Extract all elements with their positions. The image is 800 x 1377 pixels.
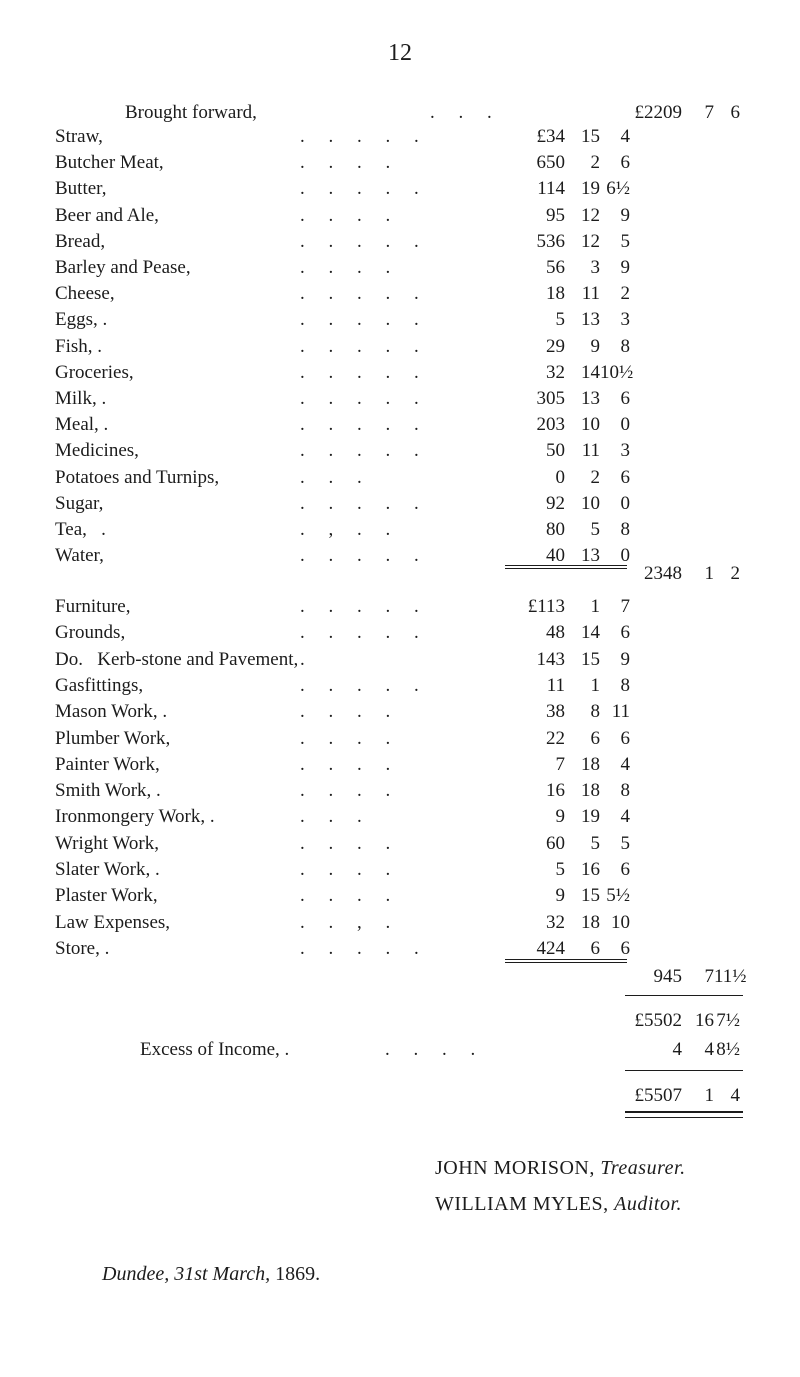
ledger-row xyxy=(0,673,800,699)
shillings: 15 xyxy=(581,126,600,147)
shillings: 7 xyxy=(704,102,714,123)
pence: 8 xyxy=(620,519,630,540)
pence: 10½ xyxy=(600,361,634,383)
grand-total-row xyxy=(0,1083,800,1109)
shillings: 12 xyxy=(581,204,600,226)
ledger-row xyxy=(0,150,800,176)
shillings: 8 xyxy=(590,701,600,723)
pounds: 5 xyxy=(555,309,565,331)
pounds: 56 xyxy=(546,257,565,278)
leader-dots: . . . . xyxy=(300,257,391,278)
ledger-row xyxy=(0,124,800,150)
leader-dots: . . . . . xyxy=(300,622,419,644)
pounds: 38 xyxy=(546,701,565,723)
pounds: £113 xyxy=(527,596,565,617)
ledger-row xyxy=(0,176,800,202)
works-total-row xyxy=(0,964,800,990)
pence: 9 xyxy=(620,204,630,226)
signatory-name: WILLIAM MYLES, xyxy=(435,1193,609,1215)
shillings: 13 xyxy=(581,545,600,567)
leader-dots: . . . . . xyxy=(300,309,419,331)
pounds: 32 xyxy=(546,911,565,933)
pounds: 143 xyxy=(536,648,565,670)
row-label: Tea, . xyxy=(55,519,106,540)
pounds: 305 xyxy=(536,388,565,409)
shillings: 9 xyxy=(590,335,600,357)
row-label: Sugar, xyxy=(55,492,104,514)
ledger-row xyxy=(0,883,800,909)
row-label: Store, . xyxy=(55,937,110,959)
pounds: £5507 xyxy=(634,1085,682,1106)
ledger-row xyxy=(0,857,800,883)
ledger-row xyxy=(0,804,800,830)
pence: 6 xyxy=(620,622,630,644)
shillings: 2 xyxy=(590,466,600,488)
pounds: £5502 xyxy=(634,1010,682,1031)
leader-dots: . . . . xyxy=(300,885,391,907)
pounds: 114 xyxy=(537,178,565,200)
pounds: 5 xyxy=(555,859,565,880)
leader-dots: . , . . xyxy=(300,519,391,540)
shillings: 1 xyxy=(704,563,714,584)
pounds: 16 xyxy=(546,780,565,802)
pence: 4 xyxy=(620,806,630,828)
ledger-row xyxy=(0,936,800,962)
ledger-row xyxy=(0,438,800,464)
leader-dots: . . . . . xyxy=(300,545,419,567)
row-label: Furniture, xyxy=(55,596,131,617)
pounds: 40 xyxy=(546,545,565,567)
shillings: 3 xyxy=(590,257,600,278)
leader-dots: . . . . . xyxy=(300,178,419,200)
row-label: Barley and Pease, xyxy=(55,257,191,278)
pence: 9 xyxy=(620,257,630,278)
ledger-row xyxy=(0,412,800,438)
row-label: Gasfittings, xyxy=(55,674,144,696)
row-label: Bread, xyxy=(55,230,106,252)
shillings: 14 xyxy=(581,361,600,383)
pence: 4 xyxy=(620,126,630,147)
shillings: 18 xyxy=(581,753,600,775)
shillings: 4 xyxy=(704,1039,714,1060)
leader-dots: . xyxy=(300,648,305,670)
pence: 4 xyxy=(620,753,630,775)
pence: 7½ xyxy=(716,1010,740,1031)
shillings: 6 xyxy=(590,727,600,749)
pounds: 80 xyxy=(546,519,565,540)
leader-dots: . . . . xyxy=(300,727,391,749)
row-label: Plumber Work, xyxy=(55,727,171,749)
pounds: 32 xyxy=(546,361,565,383)
shillings: 10 xyxy=(581,492,600,514)
sum-rule xyxy=(625,995,743,996)
pence: 8½ xyxy=(716,1039,740,1060)
leader-dots: . . , . xyxy=(300,911,391,933)
pounds: 4 xyxy=(672,1039,682,1060)
ledger-row xyxy=(0,307,800,333)
ledger-row xyxy=(0,229,800,255)
leader-dots: . . . . . xyxy=(300,937,419,959)
pence: 8 xyxy=(620,674,630,696)
leader-dots: . . . xyxy=(300,466,362,488)
pounds: £34 xyxy=(536,126,565,147)
row-label: Straw, xyxy=(55,126,103,147)
pounds: 60 xyxy=(546,832,565,854)
date-year: 1869. xyxy=(275,1263,321,1285)
leader-dots: . . . . xyxy=(300,780,391,802)
shillings: 12 xyxy=(581,230,600,252)
shillings: 18 xyxy=(581,911,600,933)
pence: 9 xyxy=(620,648,630,670)
pence: 6 xyxy=(620,388,630,409)
provisions-total-row xyxy=(0,561,800,587)
row-label: Medicines, xyxy=(55,440,139,462)
sum-rule xyxy=(625,1070,743,1071)
ledger-row xyxy=(0,491,800,517)
shillings: 2 xyxy=(590,152,600,174)
pounds: 50 xyxy=(546,440,565,462)
pounds: 2348 xyxy=(644,563,682,584)
leader-dots: . . . . xyxy=(385,1039,476,1060)
row-label: Law Expenses, xyxy=(55,911,171,933)
shillings: 15 xyxy=(581,648,600,670)
pence: 3 xyxy=(620,440,630,462)
ledger-row xyxy=(0,831,800,857)
leader-dots: . . . . . xyxy=(300,361,419,383)
pence: 11 xyxy=(611,701,630,723)
shillings: 7 xyxy=(704,966,714,987)
row-label: Potatoes and Turnips, xyxy=(55,466,220,488)
shillings: 15 xyxy=(581,885,600,907)
leader-dots: . . . xyxy=(300,806,362,828)
ledger-row xyxy=(0,465,800,491)
pounds: 9 xyxy=(555,885,565,907)
excess-income-row xyxy=(0,1037,800,1063)
pounds: 945 xyxy=(653,966,682,987)
shillings: 10 xyxy=(581,414,600,436)
ledger-row xyxy=(0,752,800,778)
pence: 11½ xyxy=(714,966,747,987)
row-label: Butter, xyxy=(55,178,107,200)
leader-dots: . . . . . xyxy=(300,230,419,252)
pounds: £2209 xyxy=(634,102,682,123)
pence: 5 xyxy=(620,230,630,252)
pence: 0 xyxy=(620,414,630,436)
leader-dots: . . . . xyxy=(300,204,391,226)
shillings: 1 xyxy=(590,596,600,617)
row-label: Meal, . xyxy=(55,414,109,436)
row-label: Ironmongery Work, . xyxy=(55,806,215,828)
subtotal-row xyxy=(0,1008,800,1034)
shillings: 13 xyxy=(581,309,600,331)
subtotal-rule xyxy=(505,959,627,960)
leader-dots: . . . . xyxy=(300,753,391,775)
shillings: 16 xyxy=(695,1010,714,1031)
pounds: 22 xyxy=(546,727,565,749)
row-label: Smith Work, . xyxy=(55,780,161,802)
row-label: Groceries, xyxy=(55,361,134,383)
leader-dots: . . . . . xyxy=(300,596,419,617)
leader-dots: . . . . xyxy=(300,859,391,880)
pence: 5½ xyxy=(606,885,630,907)
row-label: Cheese, xyxy=(55,283,115,305)
signatory-role: Auditor. xyxy=(614,1193,683,1215)
shillings: 19 xyxy=(581,178,600,200)
pence: 5 xyxy=(620,832,630,854)
row-label: Milk, . xyxy=(55,388,107,409)
row-label: Plaster Work, xyxy=(55,885,158,907)
row-label: Excess of Income, . xyxy=(140,1039,290,1060)
ledger-row xyxy=(0,910,800,936)
pounds: 9 xyxy=(555,806,565,828)
pence: 6 xyxy=(620,466,630,488)
pence: 8 xyxy=(620,335,630,357)
pounds: 0 xyxy=(555,466,565,488)
pounds: 92 xyxy=(546,492,565,514)
pence: 7 xyxy=(620,596,630,617)
shillings: 19 xyxy=(581,806,600,828)
shillings: 11 xyxy=(581,283,600,305)
subtotal-rule xyxy=(505,962,627,963)
row-label: Mason Work, . xyxy=(55,701,168,723)
pounds: 48 xyxy=(546,622,565,644)
shillings: 14 xyxy=(581,622,600,644)
pence: 2 xyxy=(730,563,740,584)
leader-dots: . . . . . xyxy=(300,388,419,409)
pence: 4 xyxy=(730,1085,740,1106)
shillings: 13 xyxy=(581,388,600,409)
ledger-row xyxy=(0,386,800,412)
date-line xyxy=(102,1263,320,1286)
row-label: Brought forward, xyxy=(125,102,257,123)
leader-dots: . . . . xyxy=(300,832,391,854)
pounds: 536 xyxy=(536,230,565,252)
row-label: Fish, . xyxy=(55,335,102,357)
ledger-row xyxy=(0,778,800,804)
pence: 6½ xyxy=(606,178,630,200)
ledger-row xyxy=(0,620,800,646)
pence: 2 xyxy=(620,283,630,305)
pence: 10 xyxy=(611,911,630,933)
shillings: 1 xyxy=(704,1085,714,1106)
signatory-role: Treasurer. xyxy=(600,1157,686,1179)
shillings: 1 xyxy=(590,674,600,696)
pounds: 203 xyxy=(536,414,565,436)
row-label: Painter Work, xyxy=(55,753,160,775)
pence: 6 xyxy=(620,859,630,880)
date-day: 31st March, xyxy=(174,1263,271,1285)
pence: 3 xyxy=(620,309,630,331)
pence: 8 xyxy=(620,780,630,802)
row-label: Water, xyxy=(55,545,104,567)
page-number: 12 xyxy=(388,40,412,66)
leader-dots: . . . . . xyxy=(300,440,419,462)
row-label: Eggs, . xyxy=(55,309,108,331)
ledger-row xyxy=(0,726,800,752)
row-label: Slater Work, . xyxy=(55,859,160,880)
row-label: Do. Kerb-stone and Pavement, xyxy=(55,648,299,670)
pence: 6 xyxy=(620,727,630,749)
brought-forward-row xyxy=(0,100,800,126)
pounds: 11 xyxy=(546,674,565,696)
pence: 6 xyxy=(620,152,630,174)
row-label: Grounds, xyxy=(55,622,126,644)
leader-dots: . . . . xyxy=(300,152,391,174)
pounds: 95 xyxy=(546,204,565,226)
shillings: 5 xyxy=(590,832,600,854)
ledger-row xyxy=(0,334,800,360)
treasurer-signature xyxy=(435,1157,686,1180)
ledger-row xyxy=(0,517,800,543)
row-label: Beer and Ale, xyxy=(55,204,159,226)
row-label: Wright Work, xyxy=(55,832,159,854)
leader-dots: . . . xyxy=(430,102,492,123)
shillings: 16 xyxy=(581,859,600,880)
pounds: 7 xyxy=(555,753,565,775)
grand-total-rule xyxy=(625,1111,743,1118)
pounds: 424 xyxy=(536,937,565,959)
ledger-row xyxy=(0,699,800,725)
leader-dots: . . . . . xyxy=(300,492,419,514)
ledger-row xyxy=(0,281,800,307)
leader-dots: . . . . xyxy=(300,701,391,723)
leader-dots: . . . . . xyxy=(300,674,419,696)
shillings: 18 xyxy=(581,780,600,802)
ledger-row xyxy=(0,594,800,620)
ledger-row xyxy=(0,360,800,386)
pence: 6 xyxy=(620,937,630,959)
date-place: Dundee, xyxy=(102,1263,170,1285)
shillings: 6 xyxy=(590,937,600,959)
pounds: 18 xyxy=(546,283,565,305)
ledger-row xyxy=(0,647,800,673)
leader-dots: . . . . . xyxy=(300,283,419,305)
row-label: Butcher Meat, xyxy=(55,152,164,174)
leader-dots: . . . . . xyxy=(300,126,419,147)
pence: 6 xyxy=(730,102,740,123)
ledger-row xyxy=(0,255,800,281)
signatory-name: JOHN MORISON, xyxy=(435,1157,595,1179)
pence: 0 xyxy=(620,545,630,567)
shillings: 5 xyxy=(590,519,600,540)
pounds: 650 xyxy=(536,152,565,174)
ledger-row xyxy=(0,203,800,229)
shillings: 11 xyxy=(581,440,600,462)
leader-dots: . . . . . xyxy=(300,335,419,357)
pence: 0 xyxy=(620,492,630,514)
auditor-signature xyxy=(435,1193,682,1216)
pounds: 29 xyxy=(546,335,565,357)
leader-dots: . . . . . xyxy=(300,414,419,436)
